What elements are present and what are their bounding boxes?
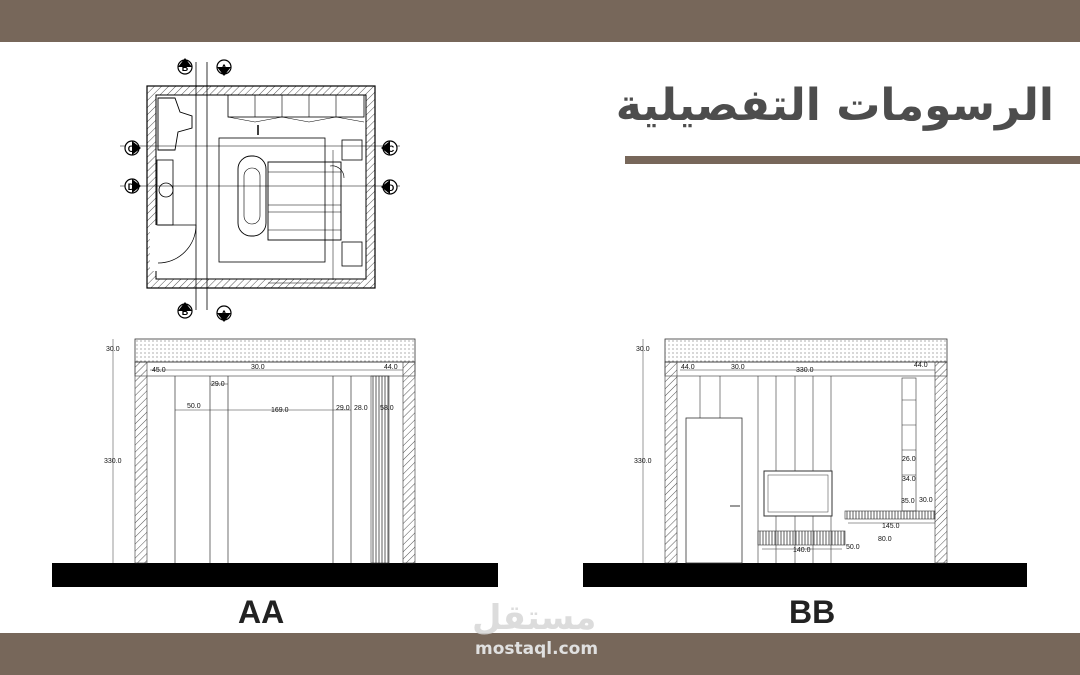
aa-dim-29-b: 29.0 [336, 405, 350, 412]
watermark-logo: مستقل [472, 598, 597, 638]
aa-right-wall [403, 362, 415, 563]
bb-dim-330-top: 330.0 [796, 367, 814, 374]
marker-b-bottom-label: B [181, 307, 189, 317]
bb-dim-30-left: 30.0 [636, 346, 650, 353]
page-title: الرسومات التفصيلية [615, 80, 1054, 131]
marker-b-top-icon [178, 58, 192, 74]
marker-a-bottom-icon [217, 306, 231, 322]
plan-inner-floor [156, 95, 366, 279]
bb-shelves [902, 378, 916, 511]
section-aa [52, 339, 498, 587]
bb-dim-44-a: 44.0 [681, 364, 695, 371]
aa-dim-44: 44.0 [384, 364, 398, 371]
floor-plan [120, 58, 400, 322]
aa-dim-45: 45.0 [152, 367, 166, 374]
marker-a-top-label: A [220, 63, 228, 73]
bb-dim-30-right: 30.0 [919, 497, 933, 504]
bb-door [686, 418, 742, 563]
marker-d-left-label: D [127, 182, 135, 192]
watermark-url: mostaql.com [475, 639, 599, 659]
bb-dim-330: 330.0 [634, 458, 652, 465]
bb-right-wall [935, 362, 947, 563]
bb-dim-26: 26.0 [902, 456, 916, 463]
aa-dim-30-top: 30.0 [251, 364, 265, 371]
bb-dim-50: 50.0 [846, 544, 860, 551]
bb-left-wall [665, 362, 677, 563]
section-aa-label: AA [238, 594, 285, 630]
marker-a-bottom-label: A [220, 309, 228, 319]
aa-ceiling-slab [135, 339, 415, 362]
marker-c-right-icon [381, 141, 397, 155]
plan-door-gap [150, 225, 158, 271]
marker-d-right-icon [381, 180, 397, 194]
bb-ceiling-slab [665, 339, 947, 362]
section-bb [583, 339, 1027, 587]
marker-d-right-label: D [387, 183, 395, 193]
marker-b-bottom-icon [178, 302, 192, 318]
bb-dim-140: 140.0 [793, 547, 811, 554]
aa-dim-29-a: 29.0 [211, 381, 225, 388]
marker-c-left-label: C [127, 144, 135, 154]
aa-dim-330: 330.0 [104, 458, 122, 465]
bb-dim-44-b: 44.0 [914, 362, 928, 369]
marker-c-left-icon [125, 141, 141, 155]
bb-dim-35: 35.0 [901, 498, 915, 505]
bb-desk [845, 511, 935, 519]
aa-dim-50: 50.0 [187, 403, 201, 410]
aa-ground [52, 563, 498, 587]
bb-dim-30-top: 30.0 [731, 364, 745, 371]
section-bb-label: BB [789, 594, 836, 630]
bb-dim-80: 80.0 [878, 536, 892, 543]
bb-tv [764, 471, 832, 516]
bb-tv-unit [758, 531, 845, 545]
bb-ground [583, 563, 1027, 587]
marker-c-right-label: C [387, 144, 395, 154]
marker-a-top-icon [217, 60, 231, 76]
aa-left-wall [135, 362, 147, 563]
aa-dim-28: 28.0 [354, 405, 368, 412]
bb-dim-34: 34.0 [902, 476, 916, 483]
bb-dim-145: 145.0 [882, 523, 900, 530]
aa-dim-58: 58.0 [380, 405, 394, 412]
aa-dim-30-left: 30.0 [106, 346, 120, 353]
marker-b-top-label: B [181, 63, 189, 73]
marker-d-left-icon [125, 179, 141, 193]
aa-dim-169: 169.0 [271, 407, 289, 414]
